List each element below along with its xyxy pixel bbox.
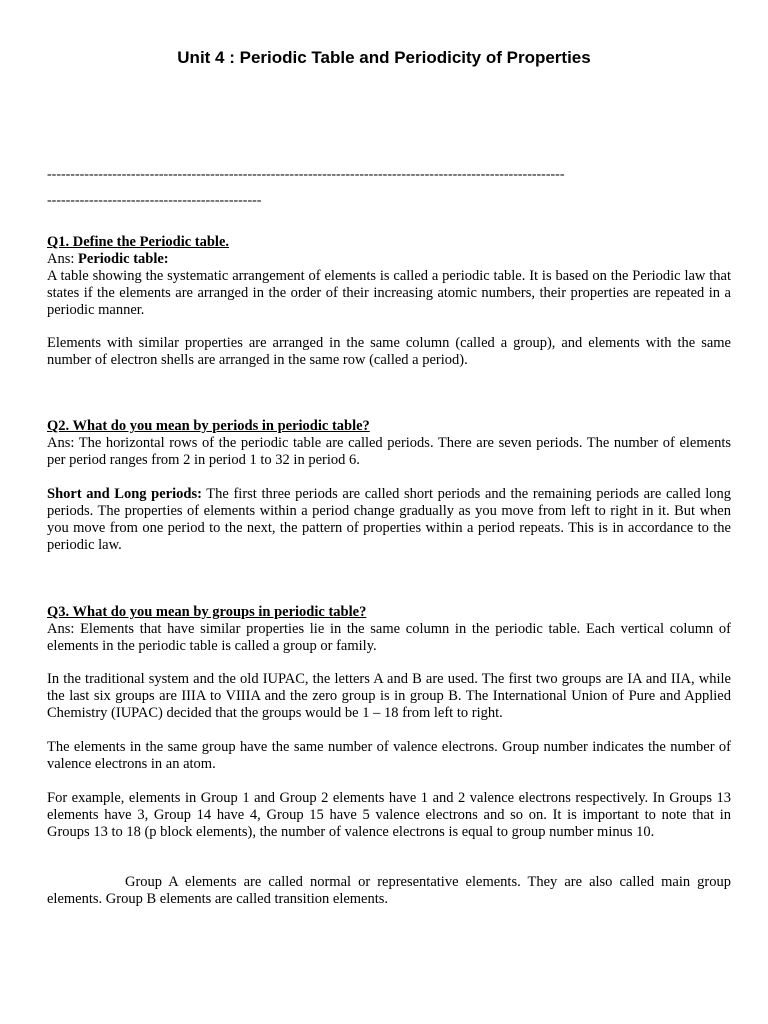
q3-p5-text: Group A elements are called normal or representative elements. They are also called main group elements. Group B elements are called transition elements. (47, 874, 731, 907)
q1-ans-prefix: Ans: (47, 251, 79, 267)
dashed-separator-line-2: ---------------------------------------------- (47, 193, 262, 208)
q3-paragraph-5 (47, 874, 731, 908)
q3-question: Q3. What do you mean by groups in periodic table? (47, 604, 367, 620)
page-title: Unit 4 : Periodic Table and Periodicity of Properties (177, 48, 591, 67)
q1-block (47, 234, 731, 319)
q3-paragraph-1: Ans: Elements that have similar properties lie in the same column in the periodic table. Each vertical column of elements in the periodic table is called a group or family. (47, 621, 731, 654)
q1-ans-term: Periodic table: (78, 251, 169, 267)
q2-block (47, 418, 731, 469)
q2-p2-text: The first three periods are called short periods and the remaining periods are called long periods. The properties of elements within a period change gradually as you move from left to right in it. But when you move from one period to the next, the pattern of properties within a period repeats. This is in accordance to the periodic law. (47, 486, 731, 553)
q3-paragraph-2: In the traditional system and the old IUPAC, the letters A and B are used. The first two groups are IA and IIA, while the last six groups are IIIA to VIIIA and the zero group is in group B. The International Union of Pure and Applied Chemistry (IUPAC) decided that the groups would be 1 – 18 from left to right. (47, 671, 731, 721)
q2-p2-term: Short and Long periods: (47, 486, 202, 502)
q2-paragraph-2 (47, 486, 731, 554)
q1-paragraph-2: Elements with similar properties are arranged in the same column (called a group), and elements with the same number of electron shells are arranged in the same row (called a period). (47, 335, 731, 368)
q2-paragraph-1: Ans: The horizontal rows of the periodic table are called periods. There are seven periods. The number of elements per period ranges from 2 in period 1 to 32 in period 6. (47, 435, 731, 468)
q1-question: Q1. Define the Periodic table. (47, 234, 230, 250)
q1-answer-label (47, 251, 731, 268)
q3-p5-indent (47, 874, 125, 890)
q2-question: Q2. What do you mean by periods in periodic table? (47, 418, 370, 434)
q1-paragraph-1: A table showing the systematic arrangement of elements is called a periodic table. It is based on the Periodic law that states if the elements are arranged in the order of their increasing atomic numbers, their properties are repeated in a periodic manner. (47, 268, 731, 318)
dashed-separator-line-1: --------------------------------------------------------------------------------------------------------------- (47, 167, 565, 182)
q3-paragraph-4: For example, elements in Group 1 and Group 2 elements have 1 and 2 valence electrons respectively. In Groups 13 elements have 3, Group 14 have 4, Group 15 have 5 valence electrons and so on. It is important to note that in Groups 13 to 18 (p block elements), the number of valence electrons is equal to group number minus 10. (47, 790, 731, 840)
q3-paragraph-3: The elements in the same group have the same number of valence electrons. Group number indicates the number of valence electrons in an atom. (47, 739, 731, 772)
q3-block (47, 604, 731, 655)
